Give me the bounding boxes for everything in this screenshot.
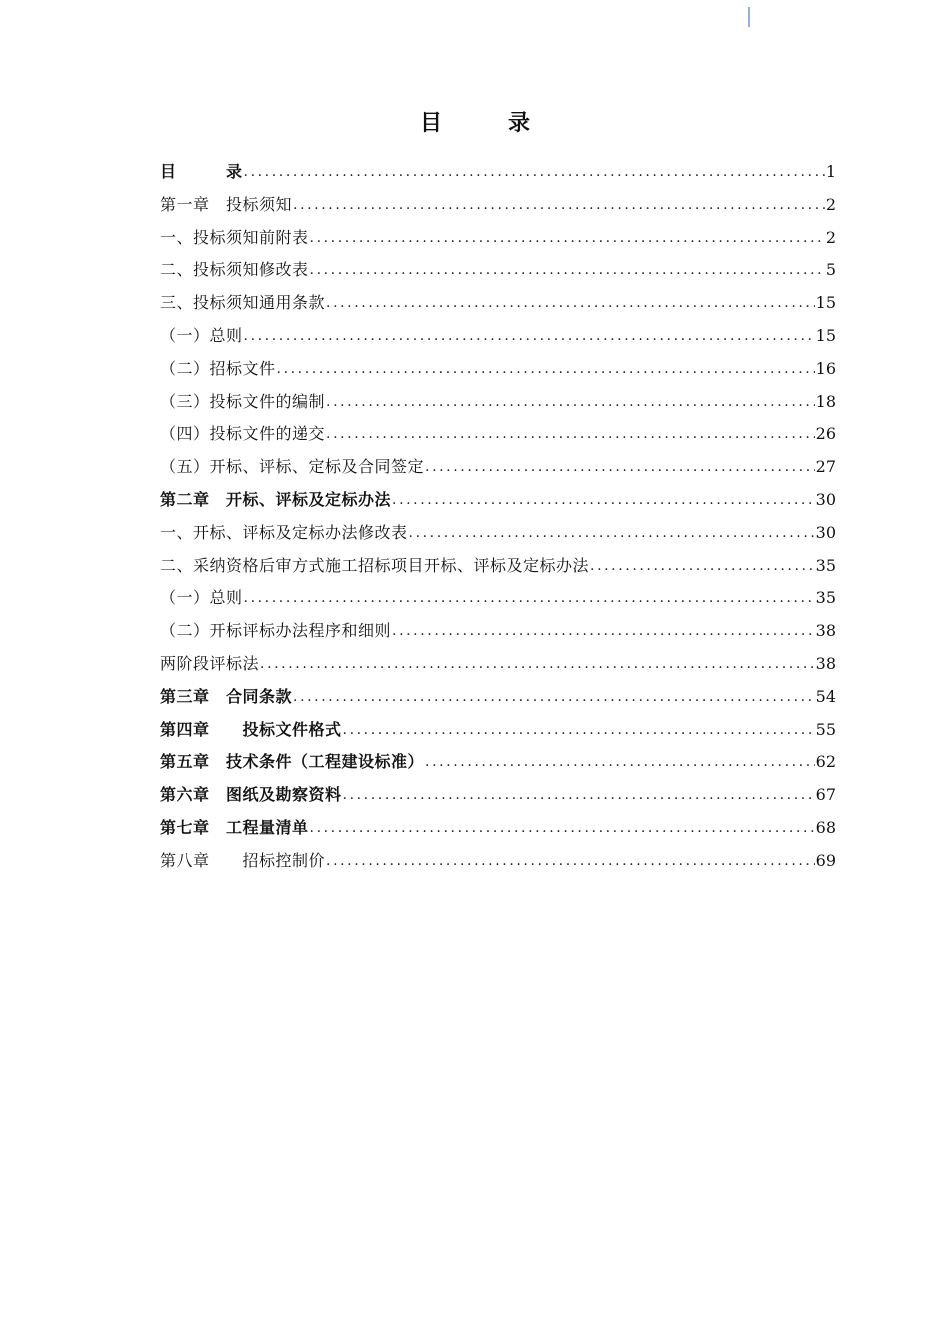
toc-entry-page: 2 <box>825 227 836 247</box>
toc-entry-page: 35 <box>815 588 836 608</box>
toc-dot-leader <box>310 812 815 845</box>
page-title-left: 目 <box>419 111 442 136</box>
toc-entry-page: 54 <box>815 686 836 706</box>
toc-dot-leader <box>326 287 815 320</box>
toc-dot-leader <box>293 681 815 714</box>
toc-entry-page: 30 <box>815 489 836 509</box>
toc-entry-text: （四）投标文件的递交 <box>160 424 326 444</box>
toc-entry[interactable] <box>160 222 836 255</box>
toc-entry-text: （三）投标文件的编制 <box>160 391 326 411</box>
toc-entry-page: 27 <box>815 457 836 477</box>
toc-entry[interactable] <box>160 681 836 714</box>
toc-entry-page: 67 <box>815 785 836 805</box>
toc-entry-page: 38 <box>815 653 836 673</box>
toc-entry[interactable] <box>160 287 836 320</box>
toc-dot-leader <box>293 189 825 222</box>
toc-entry-page: 15 <box>815 293 836 313</box>
toc-entry-page: 15 <box>815 325 836 345</box>
toc-entry[interactable] <box>160 582 836 615</box>
toc-entry-page: 35 <box>815 555 836 575</box>
toc-entry-page: 2 <box>825 194 836 214</box>
toc-entry-text: 第五章 技术条件（工程建设标准） <box>160 752 425 772</box>
toc-entry[interactable] <box>160 254 836 287</box>
toc-dot-leader <box>260 648 815 681</box>
toc-entry[interactable] <box>160 845 836 878</box>
page-marker <box>748 7 750 27</box>
toc-dot-leader <box>244 320 815 353</box>
toc-list <box>160 156 836 878</box>
toc-entry-text: （二）招标文件 <box>160 358 276 378</box>
toc-dot-leader <box>326 418 815 451</box>
toc-dot-leader <box>310 222 825 255</box>
toc-entry-page: 30 <box>815 522 836 542</box>
toc-entry-text: 第八章 招标控制价 <box>160 850 326 870</box>
toc-dot-leader <box>392 484 815 517</box>
toc-entry-text: （一）总则 <box>160 325 243 345</box>
toc-entry-text: 二、采纳资格后审方式施工招标项目开标、评标及定标办法 <box>160 555 590 575</box>
toc-entry[interactable] <box>160 812 836 845</box>
toc-entry-text: 第四章 投标文件格式 <box>160 719 342 739</box>
toc-entry[interactable] <box>160 320 836 353</box>
toc-entry-text: 第二章 开标、评标及定标办法 <box>160 489 392 509</box>
toc-dot-leader <box>425 451 815 484</box>
toc-entry-text: 一、开标、评标及定标办法修改表 <box>160 522 408 542</box>
toc-entry-page: 1 <box>825 162 836 181</box>
toc-entry-page: 5 <box>825 260 836 280</box>
toc-entry-text: 第一章 投标须知 <box>160 194 293 214</box>
toc-dot-leader <box>244 156 825 189</box>
toc-entry-page: 68 <box>815 817 836 837</box>
toc-dot-leader <box>343 714 815 747</box>
toc-entry-text: 目 录 <box>160 162 243 181</box>
toc-entry-page: 18 <box>815 391 836 411</box>
toc-entry[interactable] <box>160 648 836 681</box>
toc-dot-leader <box>392 615 815 648</box>
toc-dot-leader <box>326 845 815 878</box>
toc-entry-text: 一、投标须知前附表 <box>160 227 309 247</box>
toc-entry-text: （二）开标评标办法程序和细则 <box>160 621 392 641</box>
page-title <box>0 108 950 140</box>
toc-entry-text: 第七章 工程量清单 <box>160 817 309 837</box>
toc-entry[interactable] <box>160 746 836 779</box>
toc-dot-leader <box>409 517 815 550</box>
toc-entry-text: 三、投标须知通用条款 <box>160 293 326 313</box>
toc-entry-page: 69 <box>815 850 836 870</box>
toc-entry-text: 两阶段评标法 <box>160 653 260 673</box>
toc-entry-page: 38 <box>815 621 836 641</box>
toc-entry-page: 55 <box>815 719 836 739</box>
toc-entry-page: 26 <box>815 424 836 444</box>
toc-dot-leader <box>343 779 815 812</box>
toc-entry[interactable] <box>160 418 836 451</box>
toc-entry[interactable] <box>160 484 836 517</box>
toc-dot-leader <box>277 353 815 386</box>
toc-entry-text: （五）开标、评标、定标及合同签定 <box>160 457 425 477</box>
toc-dot-leader <box>244 582 815 615</box>
toc-entry-page: 16 <box>815 358 836 378</box>
page-title-right: 录 <box>508 111 531 136</box>
toc-entry-text: （一）总则 <box>160 588 243 608</box>
toc-entry[interactable] <box>160 189 836 222</box>
toc-entry-text: 二、投标须知修改表 <box>160 260 309 280</box>
toc-entry-page: 62 <box>815 752 836 772</box>
toc-entry[interactable] <box>160 156 836 189</box>
toc-entry[interactable] <box>160 550 836 583</box>
toc-entry-text: 第六章 图纸及勘察资料 <box>160 785 342 805</box>
toc-entry[interactable] <box>160 517 836 550</box>
toc-entry[interactable] <box>160 779 836 812</box>
toc-dot-leader <box>310 254 825 287</box>
toc-entry[interactable] <box>160 714 836 747</box>
toc-dot-leader <box>425 746 815 779</box>
toc-entry[interactable] <box>160 451 836 484</box>
toc-entry[interactable] <box>160 386 836 419</box>
toc-entry[interactable] <box>160 615 836 648</box>
toc-dot-leader <box>326 386 815 419</box>
toc-entry[interactable] <box>160 353 836 386</box>
toc-dot-leader <box>590 550 815 583</box>
toc-entry-text: 第三章 合同条款 <box>160 686 293 706</box>
